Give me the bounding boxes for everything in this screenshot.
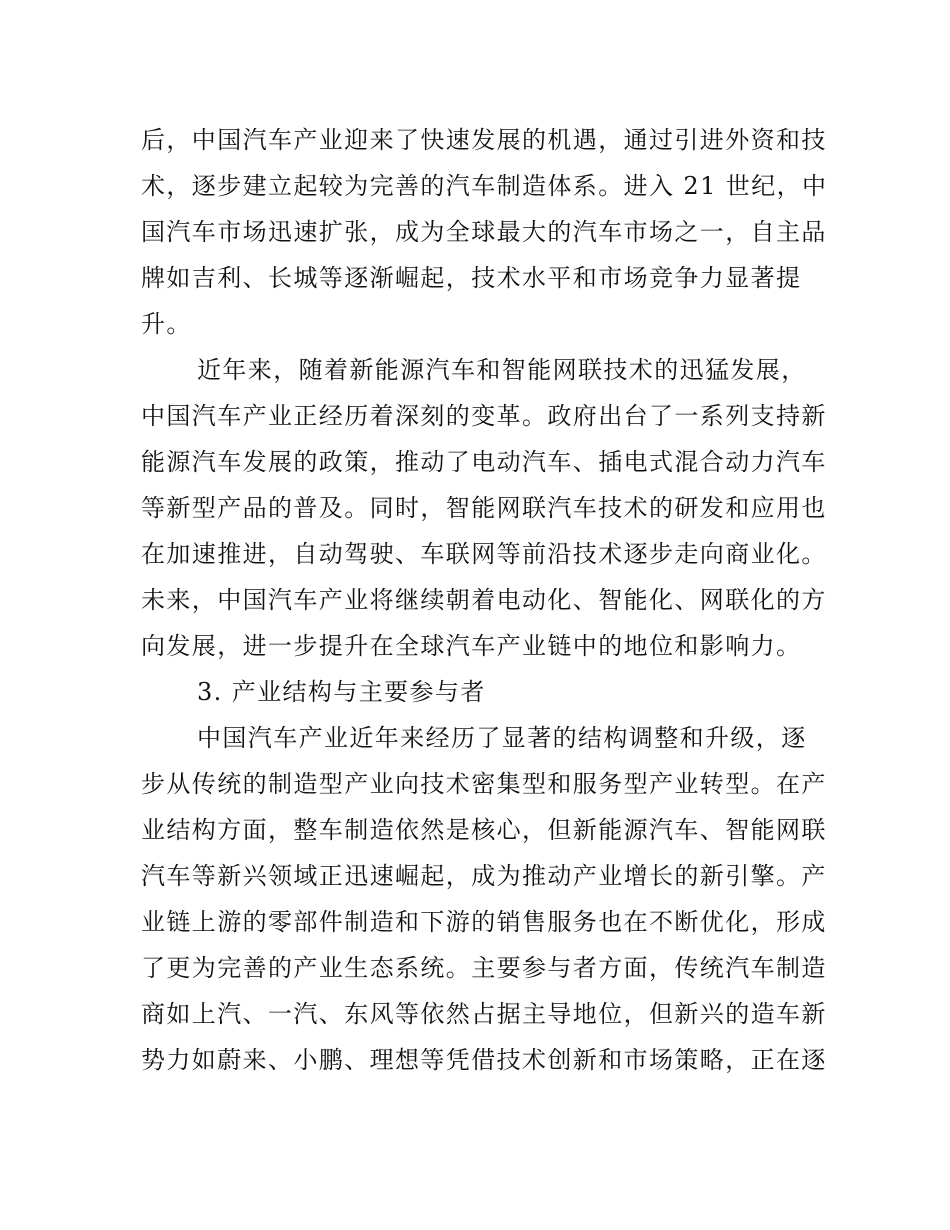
paragraph-line: 近年来，随着新能源汽车和智能网联技术的迅猛发展， bbox=[197, 356, 807, 384]
paragraph-development-history bbox=[141, 117, 828, 347]
paragraph-line: 国汽车市场迅速扩张，成为全球最大的汽车市场之一，自主品 bbox=[141, 218, 827, 246]
paragraph-line: 升。 bbox=[141, 310, 192, 338]
paragraph-line: 中国汽车产业正经历着深刻的变革。政府出台了一系列支持新 bbox=[141, 402, 827, 430]
paragraph-line: 中国汽车产业近年来经历了显著的结构调整和升级，逐 bbox=[197, 724, 807, 752]
paragraph-line: 未来，中国汽车产业将继续朝着电动化、智能化、网联化的方 bbox=[141, 586, 827, 614]
paragraph-line: 业链上游的零部件制造和下游的销售服务也在不断优化，形成 bbox=[141, 908, 827, 936]
paragraph-line: 能源汽车发展的政策，推动了电动汽车、插电式混合动力汽车 bbox=[141, 448, 827, 476]
paragraph-industry-structure bbox=[141, 715, 827, 1083]
paragraph-line: 后，中国汽车产业迎来了快速发展的机遇，通过引进外资和技 bbox=[141, 126, 827, 154]
document-body bbox=[141, 117, 828, 1083]
paragraph-line: 了更为完善的产业生态系统。主要参与者方面，传统汽车制造 bbox=[141, 954, 827, 982]
paragraph-line: 术，逐步建立起较为完善的汽车制造体系。进入 21 世纪，中 bbox=[141, 172, 828, 200]
paragraph-line: 汽车等新兴领域正迅速崛起，成为推动产业增长的新引擎。产 bbox=[141, 862, 827, 890]
section-heading: 3. 产业结构与主要参与者 bbox=[197, 678, 486, 706]
paragraph-line: 在加速推进，自动驾驶、车联网等前沿技术逐步走向商业化。 bbox=[141, 540, 827, 568]
paragraph-line: 向发展，进一步提升在全球汽车产业链中的地位和影响力。 bbox=[141, 632, 802, 660]
paragraph-line: 势力如蔚来、小鹏、理想等凭借技术创新和市场策略，正在逐 bbox=[141, 1046, 827, 1074]
paragraph-line: 商如上汽、一汽、东风等依然占据主导地位，但新兴的造车新 bbox=[141, 1000, 827, 1028]
paragraph-line: 业结构方面，整车制造依然是核心，但新能源汽车、智能网联 bbox=[141, 816, 827, 844]
paragraph-recent-transformation bbox=[141, 347, 827, 669]
paragraph-line: 步从传统的制造型产业向技术密集型和服务型产业转型。在产 bbox=[141, 770, 827, 798]
paragraph-line: 牌如吉利、长城等逐渐崛起，技术水平和市场竞争力显著提 bbox=[141, 264, 802, 292]
paragraph-line: 等新型产品的普及。同时，智能网联汽车技术的研发和应用也 bbox=[141, 494, 827, 522]
